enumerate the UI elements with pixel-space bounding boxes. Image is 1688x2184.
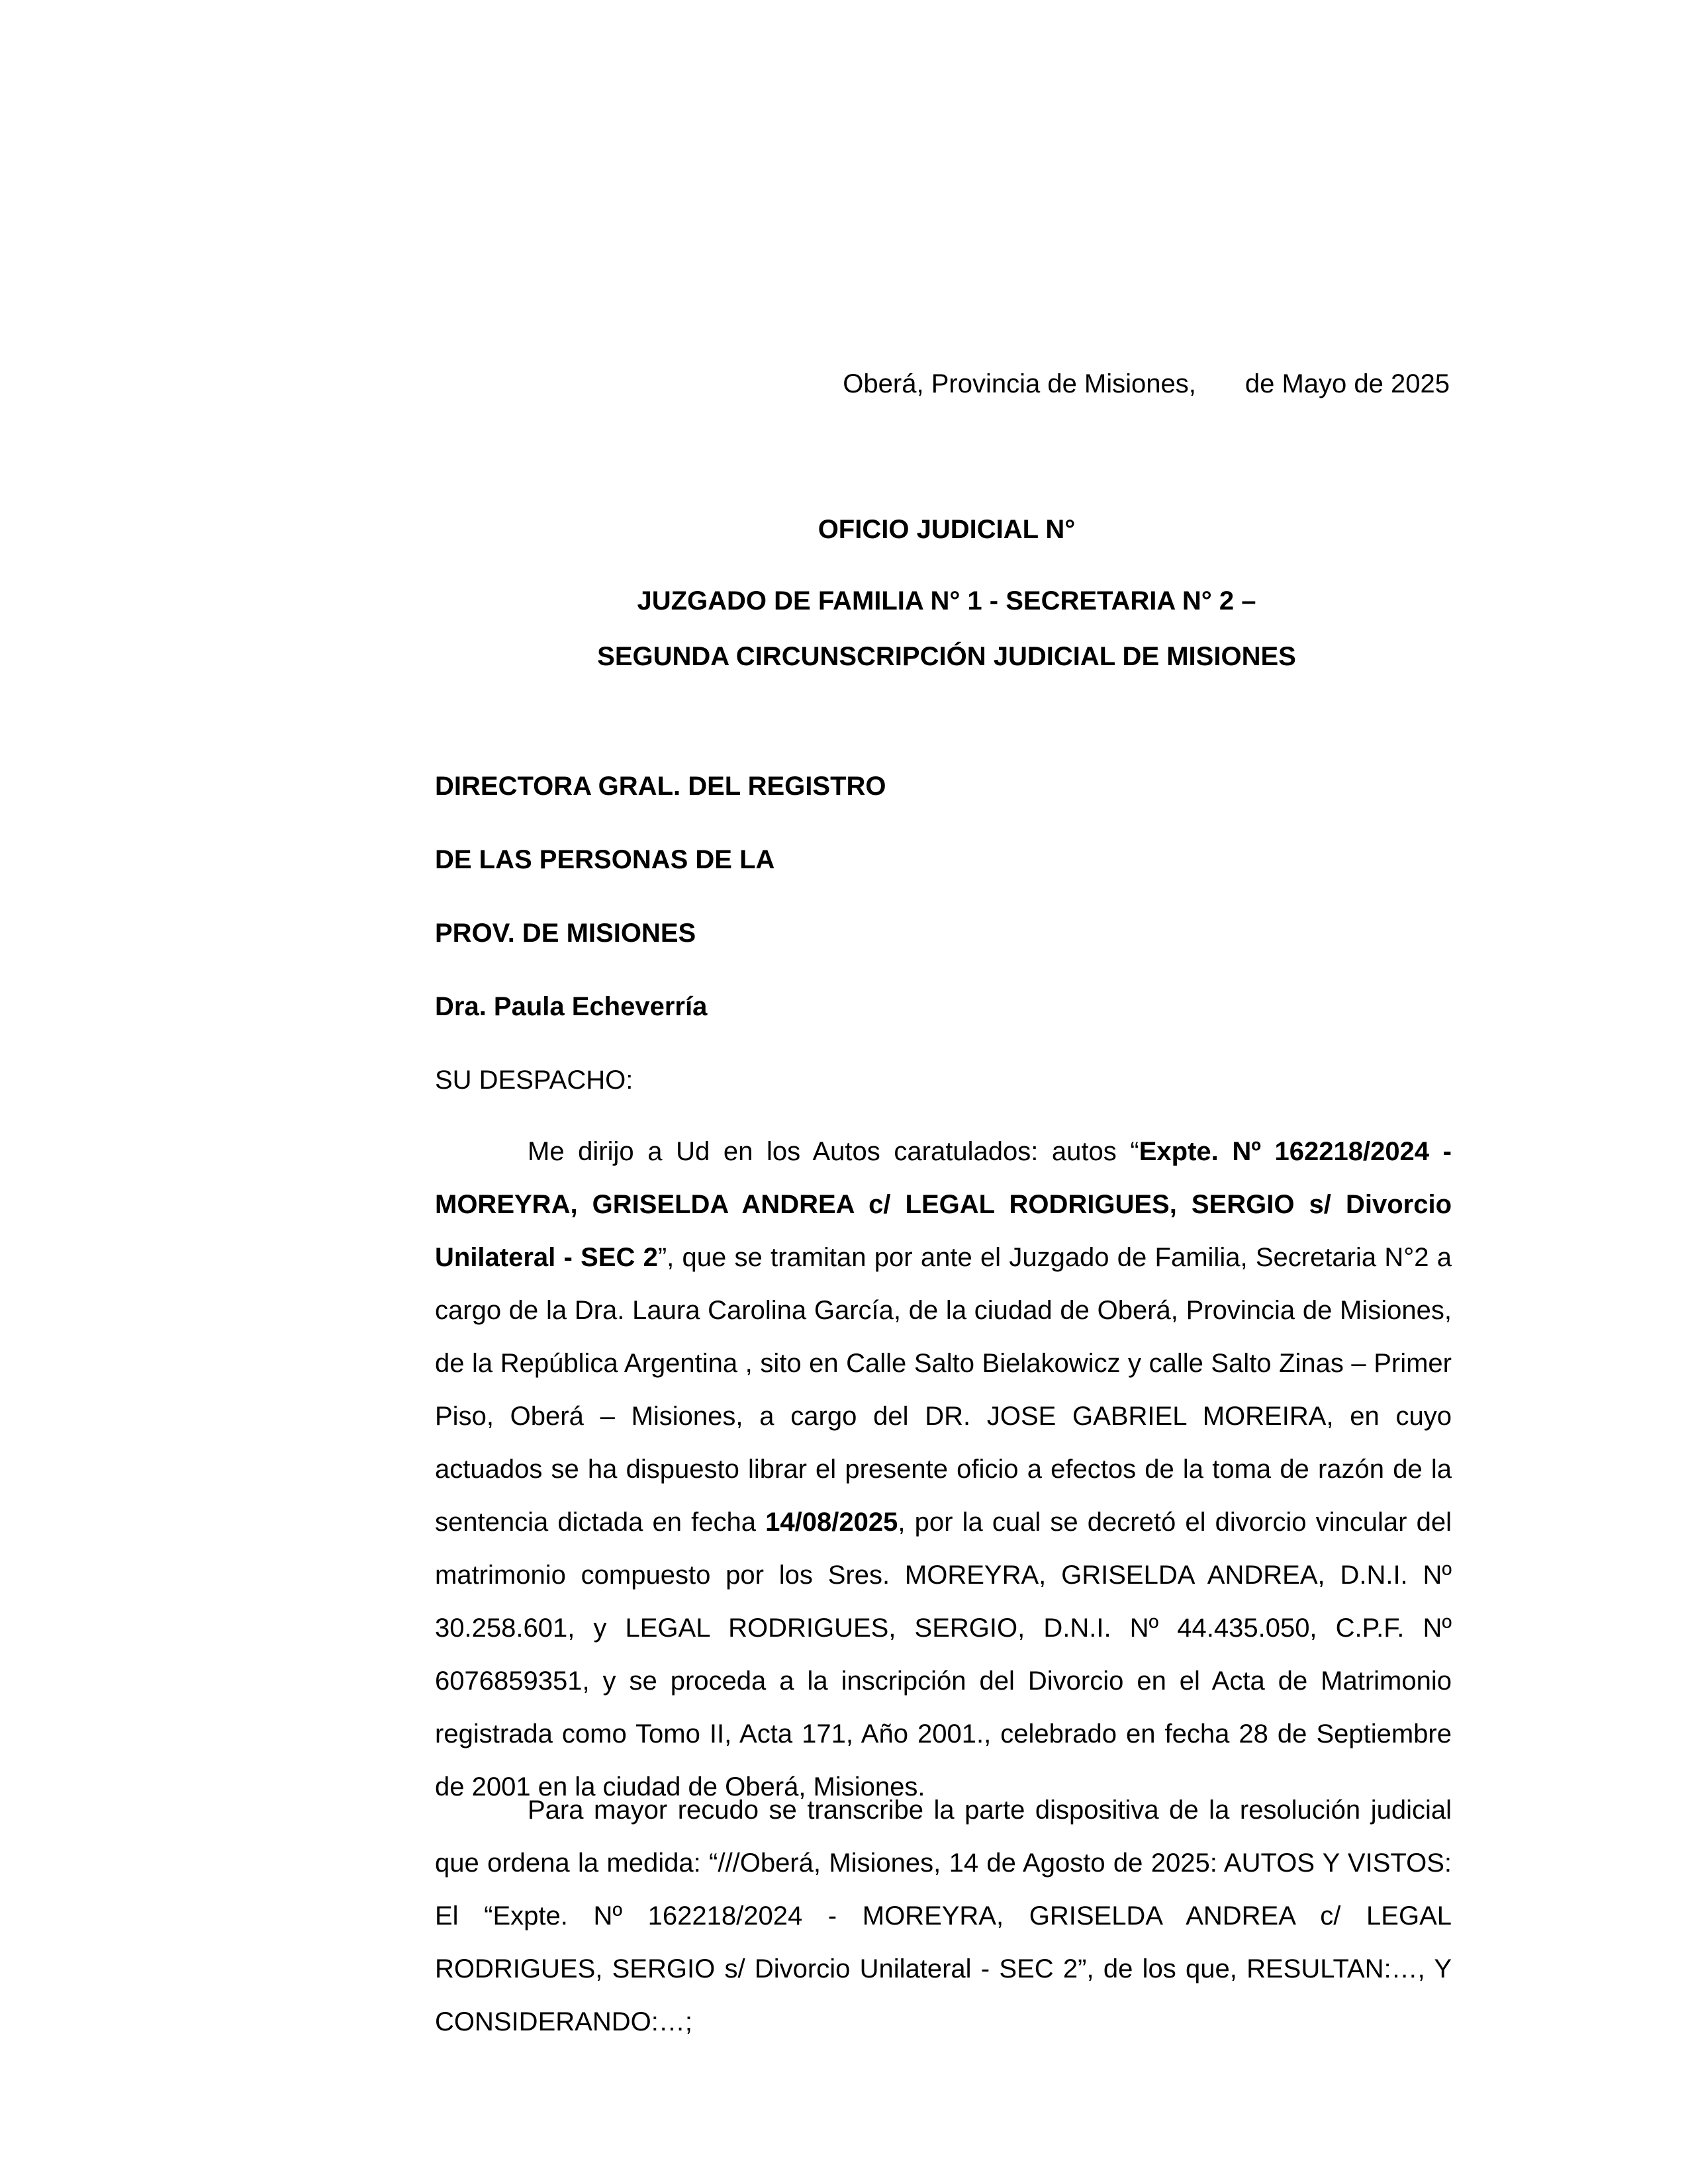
date-place: Oberá, Provincia de Misiones, — [843, 369, 1196, 398]
addressee-line-3: PROV. DE MISIONES — [435, 919, 696, 948]
paragraph-1-middle: ”, que se tramitan por ante el Juzgado de Familia, Secretaria N°2 a cargo de la Dra. Laura Carolina García, de la ciudad de Oberá, Provincia de Misiones, de la República Argentina , sito en Calle Salto Bielakowicz y calle Salto Zinas – Primer Piso, Oberá – Misiones, a cargo del DR. JOSE GABRIEL MOREIRA, en cuyo actuados se ha dispuesto librar el presente oficio a efectos de la toma de razón de la sentencia dictada en fecha — [435, 1243, 1452, 1537]
date-month-year: de Mayo de 2025 — [1244, 369, 1450, 398]
court-line-1: JUZGADO DE FAMILIA N° 1 - SECRETARIA N° 2 – — [637, 586, 1256, 615]
document-title: OFICIO JUDICIAL N° — [818, 515, 1076, 544]
body-paragraph-1 — [435, 1125, 1452, 1813]
addressee-line-2: DE LAS PERSONAS DE LA — [435, 845, 775, 874]
addressee-name: Dra. Paula Echeverría — [435, 992, 708, 1021]
date-line — [781, 365, 1450, 402]
sentence-date: 14/08/2025 — [765, 1508, 898, 1537]
body-paragraph-2: Para mayor recudo se transcribe la parte dispositiva de la resolución judicial que ordena la medida: “///Oberá, Misiones, 14 de Agosto de 2025: AUTOS Y VISTOS: El “Expte. Nº 162218/2024 - MOREYRA, GRISELDA ANDREA c/ LEGAL RODRIGUES, SERGIO s/ Divorcio Unilateral - SEC 2”, de los que, RESULTAN:…, Y CONSIDERANDO:…; — [435, 1796, 1452, 2036]
case-title: Expte. Nº 162218/2024 - MOREYRA, GRISELDA ANDREA c/ LEGAL RODRIGUES, SERGIO s/ Divorcio Unilateral - SEC 2 — [435, 1137, 1452, 1272]
salutation: SU DESPACHO: — [435, 1066, 633, 1095]
paragraph-1-intro: Me dirijo a Ud en los Autos caratulados: autos “ — [528, 1137, 1139, 1166]
paragraph-1-end: , por la cual se decretó el divorcio vincular del matrimonio compuesto por los Sres. MOREYRA, GRISELDA ANDREA, D.N.I. Nº 30.258.601, y LEGAL RODRIGUES, SERGIO, D.N.I. Nº 44.435.050, C.P.F. Nº 6076859351, y se proceda a la inscripción del Divorcio en el Acta de Matrimonio registrada como Tomo II, Acta 171, Año 2001., celebrado en fecha 28 de Septiembre de 2001 en la ciudad de Oberá, Misiones. — [435, 1508, 1452, 1801]
addressee-line-1: DIRECTORA GRAL. DEL REGISTRO — [435, 772, 886, 801]
court-line-2: SEGUNDA CIRCUNSCRIPCIÓN JUDICIAL DE MISIONES — [597, 642, 1296, 671]
